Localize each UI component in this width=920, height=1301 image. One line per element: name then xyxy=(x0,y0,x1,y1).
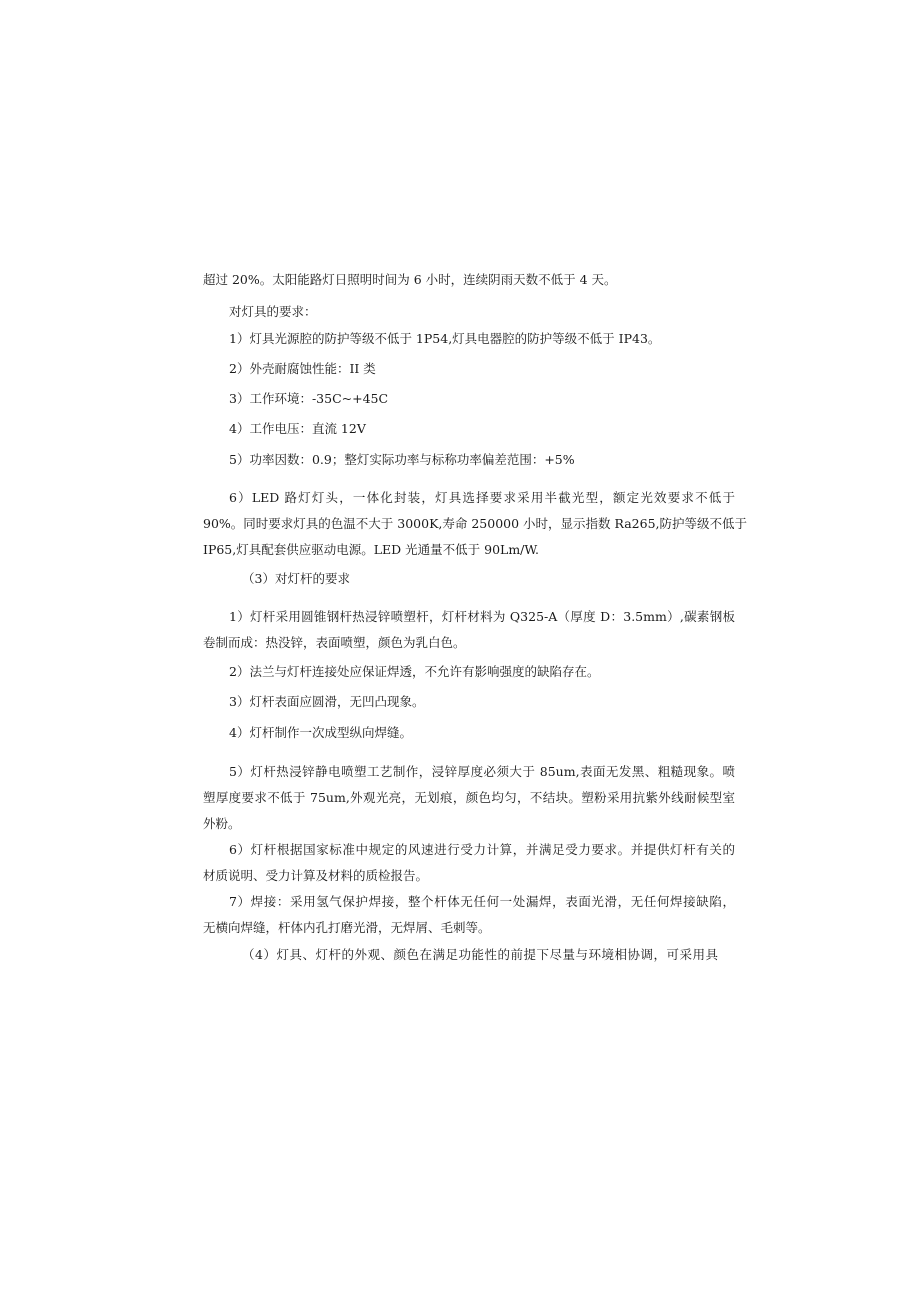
list-item: 4）灯杆制作一次成型纵向焊缝。 xyxy=(229,725,412,740)
text-line: 超过 20%。太阳能路灯日照明时间为 6 小时，连续阴雨天数不低于 4 天。 xyxy=(203,272,617,287)
list-item: 6）LED 路灯灯头，一体化封装，灯具选择要求采用半截光型，额定光效要求不低于 xyxy=(229,490,735,505)
list-item: 3）工作环境：-35C~+45C xyxy=(229,391,389,406)
list-item: 5）功率因数：0.9；整灯实际功率与标称功率偏差范围：+5% xyxy=(229,452,575,467)
list-item: 1）灯杆采用圆锥钢杆热浸锌喷塑杆，灯杆材料为 Q325-A（厚度 D：3.5mm）,碳素钢板 xyxy=(229,609,735,624)
section-heading: （3）对灯杆的要求 xyxy=(242,571,350,586)
list-item: 6）灯杆根据国家标准中规定的风速进行受力计算，并满足受力要求。并提供灯杆有关的 xyxy=(229,842,735,857)
text-line: 卷制而成：热没锌，表面喷塑，颜色为乳白色。 xyxy=(203,635,466,650)
text-line: 无横向焊缝，杆体内孔打磨光滑，无焊屑、毛刺等。 xyxy=(203,920,491,935)
list-item: 2）法兰与灯杆连接处应保证焊透，不允许有影响强度的缺陷存在。 xyxy=(229,664,600,679)
list-item: 7）焊接：采用氢气保护焊接，整个杆体无任何一处漏焊，表面光滑，无任何焊接缺陷， xyxy=(229,894,735,909)
list-item: 4）工作电压：直流 12V xyxy=(229,421,366,436)
section-heading: 对灯具的要求： xyxy=(229,304,317,319)
list-item: 1）灯具光源腔的防护等级不低于 1P54,灯具电器腔的防护等级不低于 IP43。 xyxy=(229,331,661,346)
list-item: 2）外壳耐腐蚀性能：II 类 xyxy=(229,361,376,376)
text-line: 塑厚度要求不低于 75um,外观光亮，无划痕，颜色均匀，不结块。塑粉采用抗紫外线耐候型室 xyxy=(203,790,735,805)
text-line: 外粉。 xyxy=(203,816,241,831)
text-line: 材质说明、受力计算及材料的质检报告。 xyxy=(203,868,429,883)
section-heading: （4）灯具、灯杆的外观、颜色在满足功能性的前提下尽量与环境相协调，可采用具 xyxy=(242,947,718,962)
text-line: IP65,灯具配套供应驱动电源。LED 光通量不低于 90Lm/W. xyxy=(203,542,540,557)
list-item: 3）灯杆表面应圆滑，无凹凸现象。 xyxy=(229,694,425,709)
list-item: 5）灯杆热浸锌静电喷塑工艺制作，浸锌厚度必须大于 85um,表面无发黑、粗糙现象。喷 xyxy=(229,764,735,779)
text-line: 90%。同时要求灯具的色温不大于 3000K,寿命 250000 小时，显示指数 Ra265,防护等级不低于 xyxy=(203,516,748,531)
